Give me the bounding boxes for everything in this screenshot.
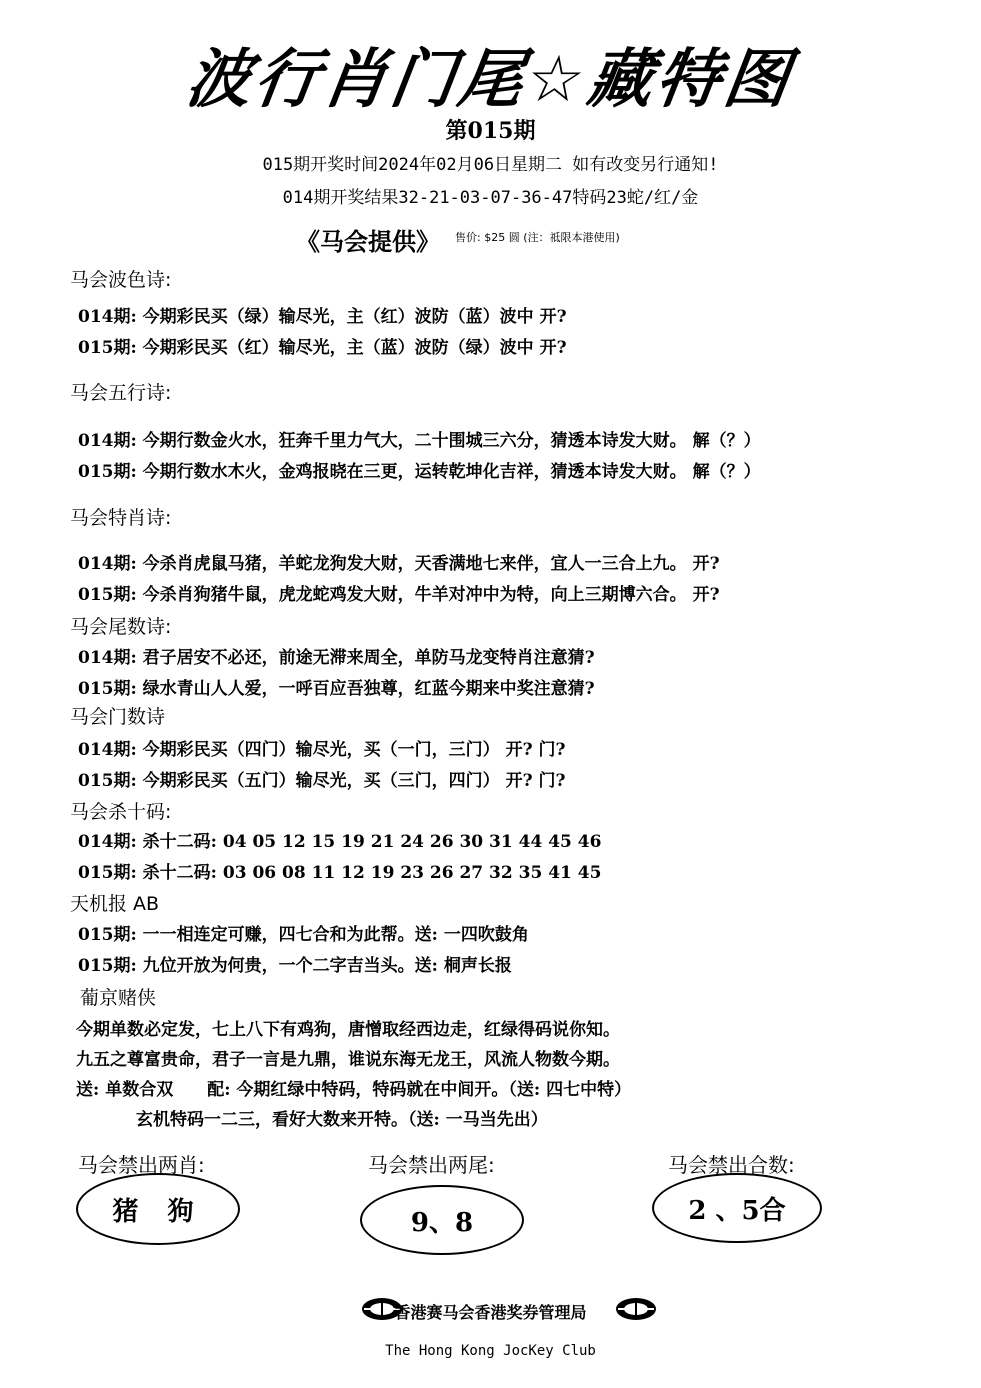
footer-organization: 香港赛马会香港奖券管理局: [394, 1303, 587, 1322]
section-heading-tail-number: 马会尾数诗:: [70, 616, 172, 638]
tail-number-line: 014期: 君子居安不必还，前途无滞来周全，单防马龙变特肖注意猜?: [78, 648, 595, 668]
five-elements-line: 014期: 今期行数金火水，狂奔千里力气大，二十围城三六分，猜透本诗发大财。 解（？）: [78, 431, 761, 451]
five-elements-line: 015期: 今期行数水木火，金鸡报晓在三更，运转乾坤化吉祥，猜透本诗发大财。 解（？）: [78, 462, 761, 482]
tianji-line: 015期: 一一相连定可赚，四七合和为此帮。送: 一四吹鼓角: [78, 925, 529, 945]
ban-sum-oval: [652, 1173, 822, 1243]
ban-zodiac-label: 马会禁出两肖:: [78, 1153, 205, 1177]
ban-tail-value: 9、8: [410, 1207, 474, 1238]
macau-line: 今期单数必定发，七上八下有鸡狗，唐憎取经西边走，红绿得码说你知。: [76, 1020, 620, 1040]
wave-color-line: 014期: 今期彩民买（绿）输尽光，主（红）波防（蓝）波中 开?: [78, 307, 567, 327]
section-heading-kill-ten: 马会杀十码:: [70, 801, 172, 823]
special-zodiac-line: 015期: 今杀肖狗猪牛鼠，虎龙蛇鸡发大财，牛羊对冲中为特，向上三期博六合。 开?: [78, 585, 720, 605]
ban-sum-label: 马会禁出合数:: [668, 1153, 795, 1177]
wave-color-line: 015期: 今期彩民买（红）输尽光，主（蓝）波防（绿）波中 开?: [78, 338, 567, 358]
section-heading-tianji: 天机报 AB: [70, 893, 160, 915]
ban-tail-label: 马会禁出两尾:: [368, 1153, 495, 1177]
ban-tail-oval: [360, 1185, 524, 1255]
price-note: 售价: $25 圆 (注：祗限本港使用): [455, 231, 620, 244]
kill-ten-line: 015期: 杀十二码: 03 06 08 11 12 19 23 26 27 32 35 41 45: [78, 863, 602, 883]
kill-ten-line: 014期: 杀十二码: 04 05 12 15 19 21 24 26 30 31 44 45 46: [78, 832, 602, 852]
ban-zodiac-oval: [76, 1173, 240, 1245]
ban-zodiac-value: 猪 狗: [112, 1196, 204, 1227]
ban-sum-value: 2 、5合: [688, 1195, 786, 1226]
provider: 《马会提供》: [296, 227, 440, 256]
special-zodiac-line: 014期: 今杀肖虎鼠马猪，羊蛇龙狗发大财，天香满地七来伴，宜人一三合上九。 开?: [78, 554, 720, 574]
tianji-line: 015期: 九位开放为何贵，一个二字吉当头。送: 桐声长报: [78, 956, 512, 976]
gate-number-line: 014期: 今期彩民买（四门）输尽光，买（一门，三门） 开? 门?: [78, 740, 566, 760]
macau-line: 九五之尊富贵命，君子一言是九鼎，谁说东海无龙王，风流人物数今期。: [76, 1050, 620, 1070]
macau-line: 玄机特码一二三，看好大数来开特。（送: 一马当先出）: [136, 1110, 548, 1130]
macau-line: 送: 单数合双 配: 今期红绿中特码，特码就在中间开。（送: 四七中特）: [76, 1080, 632, 1100]
page-title: 波行肖门尾☆藏特图: [181, 43, 798, 117]
draw-time: 015期开奖时间2024年02月06日星期二 如有改变另行通知!: [262, 155, 719, 175]
issue-number: 第015期: [445, 118, 536, 144]
section-heading-wave-color: 马会波色诗:: [70, 269, 172, 291]
section-heading-macau: 葡京赌侠: [80, 987, 157, 1009]
section-heading-gate-number: 马会门数诗: [70, 706, 166, 728]
last-result: 014期开奖结果32-21-03-07-36-47特码23蛇/红/金: [282, 188, 699, 208]
jockey-club-logo-icon: [614, 1296, 658, 1322]
gate-number-line: 015期: 今期彩民买（五门）输尽光，买（三门，四门） 开? 门?: [78, 771, 566, 791]
footer-english-name: The Hong Kong JocKey Club: [385, 1343, 596, 1359]
section-heading-special-zodiac: 马会特肖诗:: [70, 507, 172, 529]
section-heading-five-elements: 马会五行诗:: [70, 382, 172, 404]
tail-number-line: 015期: 绿水青山人人爱，一呼百应吾独尊，红蓝今期来中奖注意猜?: [78, 679, 595, 699]
